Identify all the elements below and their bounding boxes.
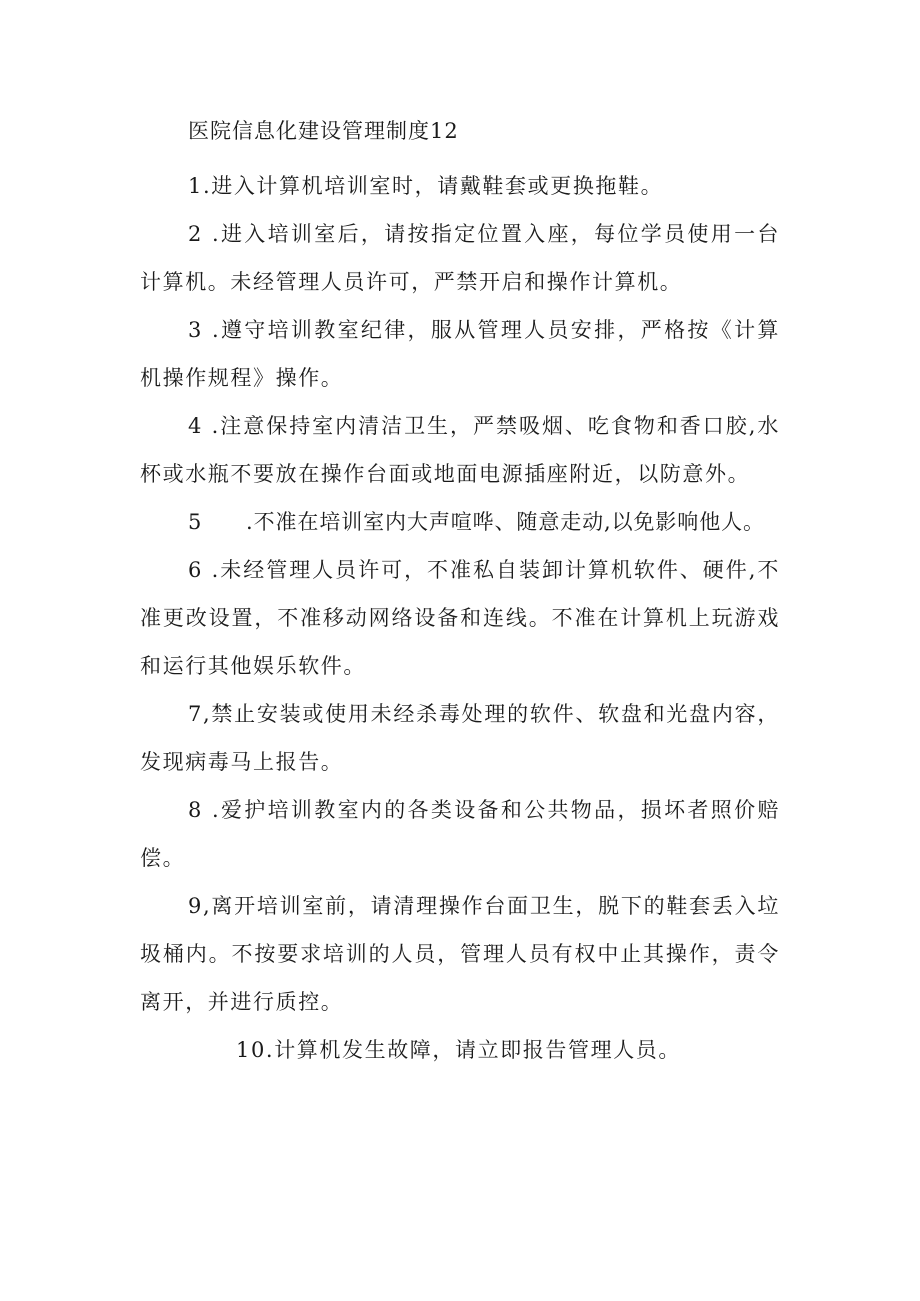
rule-item-6: 6 .未经管理人员许可，不准私自装卸计算机软件、硬件,不准更改设置，不准移动网络设备和连线。不准在计算机上玩游戏和运行其他娱乐软件。 bbox=[140, 558, 780, 678]
rule-item-10: 10.计算机发生故障，请立即报告管理人员。 bbox=[236, 1038, 681, 1062]
rule-item-9: 9,离开培训室前，请清理操作台面卫生，脱下的鞋套丢入垃圾桶内。不按要求培训的人员，管理人员有权中止其操作，责令离开，并进行质控。 bbox=[140, 894, 780, 1014]
rule-item-7: 7,禁止安装或使用未经杀毒处理的软件、软盘和光盘内容，发现病毒马上报告。 bbox=[140, 702, 780, 774]
rule-item-1: 1.进入计算机培训室时，请戴鞋套或更换拖鞋。 bbox=[188, 174, 664, 198]
rule-item-5: 5 .不准在培训室内大声喧哗、随意走动,以免影响他人。 bbox=[188, 510, 765, 534]
rule-item-2: 2 .进入培训室后，请按指定位置入座，每位学员使用一台计算机。未经管理人员许可，严禁开启和操作计算机。 bbox=[140, 222, 780, 294]
document-body bbox=[140, 162, 780, 1074]
document-title: 医院信息化建设管理制度12 bbox=[188, 119, 459, 143]
rule-item-4: 4 .注意保持室内清洁卫生，严禁吸烟、吃食物和香口胶,水杯或水瓶不要放在操作台面或地面电源插座附近，以防意外。 bbox=[140, 414, 780, 486]
rule-item-3: 3 .遵守培训教室纪律，服从管理人员安排，严格按《计算机操作规程》操作。 bbox=[140, 318, 780, 390]
rule-item-8: 8 .爱护培训教室内的各类设备和公共物品，损坏者照价赔偿。 bbox=[140, 798, 780, 870]
